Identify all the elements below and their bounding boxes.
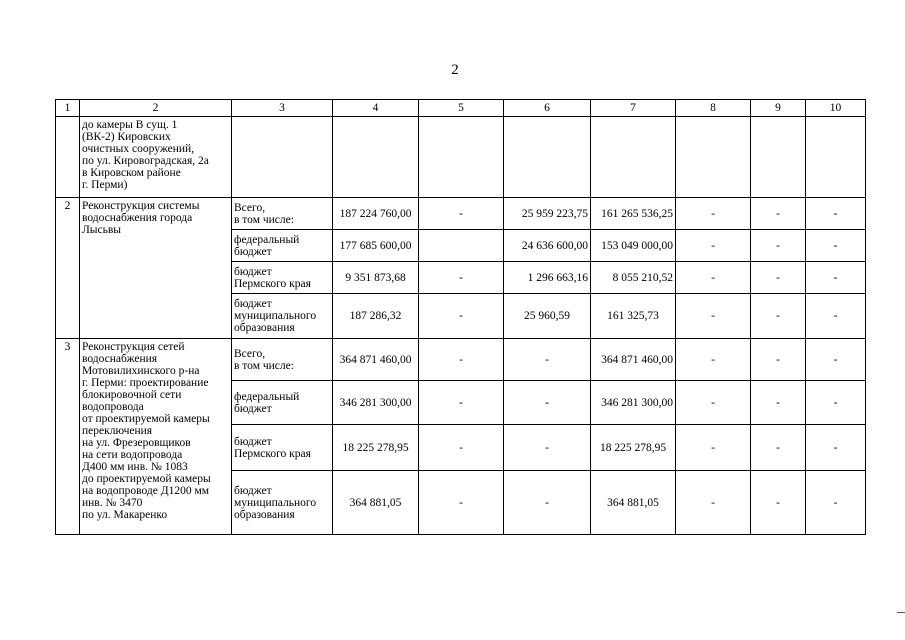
header-cell: 4: [333, 100, 419, 117]
project-name: Реконструкция системы водоснабжения города Лысьвы: [80, 198, 232, 339]
table-row: [56, 339, 866, 381]
amount-col5: -: [419, 425, 504, 471]
amount-col6: 1 296 663,16: [504, 262, 591, 294]
empty-cell: [591, 117, 676, 198]
amount-col9: -: [751, 339, 806, 381]
amount-col7: 161 265 536,25: [591, 198, 676, 230]
header-cell: 10: [806, 100, 866, 117]
amount-col10: -: [806, 471, 866, 535]
amount-col10: -: [806, 262, 866, 294]
row-number: 3: [56, 339, 80, 535]
amount-col8: -: [676, 381, 751, 425]
page-number: 2: [451, 62, 459, 78]
amount-col5: -: [419, 294, 504, 339]
header-cell: 9: [751, 100, 806, 117]
amount-col10: -: [806, 294, 866, 339]
amount-col8: -: [676, 262, 751, 294]
amount-col6: -: [504, 381, 591, 425]
amount-col6: 24 636 600,00: [504, 230, 591, 262]
amount-col7: 364 871 460,00: [591, 339, 676, 381]
amount-col4: 9 351 873,68: [333, 262, 419, 294]
amount-col4: 187 224 760,00: [333, 198, 419, 230]
amount-col9: -: [751, 198, 806, 230]
funding-source: Всего, в том числе:: [232, 198, 333, 230]
header-cell: 8: [676, 100, 751, 117]
amount-col5: -: [419, 381, 504, 425]
amount-col7: 364 881,05: [591, 471, 676, 535]
amount-col4: 364 871 460,00: [333, 339, 419, 381]
continuation-row: [56, 117, 866, 198]
funding-table: [55, 99, 866, 535]
empty-cell: [333, 117, 419, 198]
amount-col4: 177 685 600,00: [333, 230, 419, 262]
amount-col6: 25 960,59: [504, 294, 591, 339]
funding-source: бюджет Пермского края: [232, 262, 333, 294]
amount-col5: -: [419, 471, 504, 535]
table-row: [56, 198, 866, 230]
empty-cell: [676, 117, 751, 198]
header-cell: 5: [419, 100, 504, 117]
amount-col9: -: [751, 262, 806, 294]
amount-col6: -: [504, 471, 591, 535]
funding-source: бюджет муниципального образования: [232, 294, 333, 339]
empty-cell: [232, 117, 333, 198]
funding-source: бюджет Пермского края: [232, 425, 333, 471]
amount-col8: -: [676, 230, 751, 262]
amount-col7: 161 325,73: [591, 294, 676, 339]
continuation-text: до камеры В сущ. 1 (ВК-2) Кировских очистных сооружений, по ул. Кировоградская, 2а в Кировском районе г. Перми): [80, 117, 232, 198]
amount-col9: -: [751, 294, 806, 339]
header-cell: 3: [232, 100, 333, 117]
amount-col5: [419, 230, 504, 262]
header-row: [56, 100, 866, 117]
header-cell: 2: [80, 100, 232, 117]
amount-col7: 8 055 210,52: [591, 262, 676, 294]
amount-col9: -: [751, 381, 806, 425]
amount-col10: -: [806, 339, 866, 381]
amount-col10: -: [806, 198, 866, 230]
amount-col6: -: [504, 339, 591, 381]
header-cell: 1: [56, 100, 80, 117]
amount-col4: 187 286,32: [333, 294, 419, 339]
empty-cell: [751, 117, 806, 198]
amount-col9: -: [751, 425, 806, 471]
amount-col8: -: [676, 425, 751, 471]
funding-source: Всего, в том числе:: [232, 339, 333, 381]
amount-col7: 346 281 300,00: [591, 381, 676, 425]
amount-col9: -: [751, 471, 806, 535]
scan-edge-mark: [897, 612, 905, 613]
header-cell: 6: [504, 100, 591, 117]
amount-col5: -: [419, 339, 504, 381]
row-number: [56, 117, 80, 198]
empty-cell: [419, 117, 504, 198]
amount-col10: -: [806, 381, 866, 425]
funding-source: бюджет муниципального образования: [232, 471, 333, 535]
amount-col4: 346 281 300,00: [333, 381, 419, 425]
funding-source: федеральный бюджет: [232, 381, 333, 425]
amount-col6: -: [504, 425, 591, 471]
amount-col5: -: [419, 198, 504, 230]
amount-col8: -: [676, 198, 751, 230]
amount-col4: 18 225 278,95: [333, 425, 419, 471]
amount-col10: -: [806, 425, 866, 471]
amount-col6: 25 959 223,75: [504, 198, 591, 230]
empty-cell: [806, 117, 866, 198]
header-cell: 7: [591, 100, 676, 117]
project-name: Реконструкция сетей водоснабжения Мотовилихинского р-на г. Перми: проектирование блокировочной сети водопровода от проектируемой камеры переключения на ул. Фрезеровщиков на сети водопровода Д400 мм инв. № 1083 до проектируемой камеры на водопроводе Д1200 мм инв. № 3470 по ул. Макаренко: [80, 339, 232, 535]
amount-col10: -: [806, 230, 866, 262]
amount-col8: -: [676, 471, 751, 535]
amount-col7: 18 225 278,95: [591, 425, 676, 471]
amount-col8: -: [676, 339, 751, 381]
row-number: 2: [56, 198, 80, 339]
amount-col4: 364 881,05: [333, 471, 419, 535]
funding-source: федеральный бюджет: [232, 230, 333, 262]
empty-cell: [504, 117, 591, 198]
amount-col7: 153 049 000,00: [591, 230, 676, 262]
amount-col5: -: [419, 262, 504, 294]
amount-col8: -: [676, 294, 751, 339]
amount-col9: -: [751, 230, 806, 262]
